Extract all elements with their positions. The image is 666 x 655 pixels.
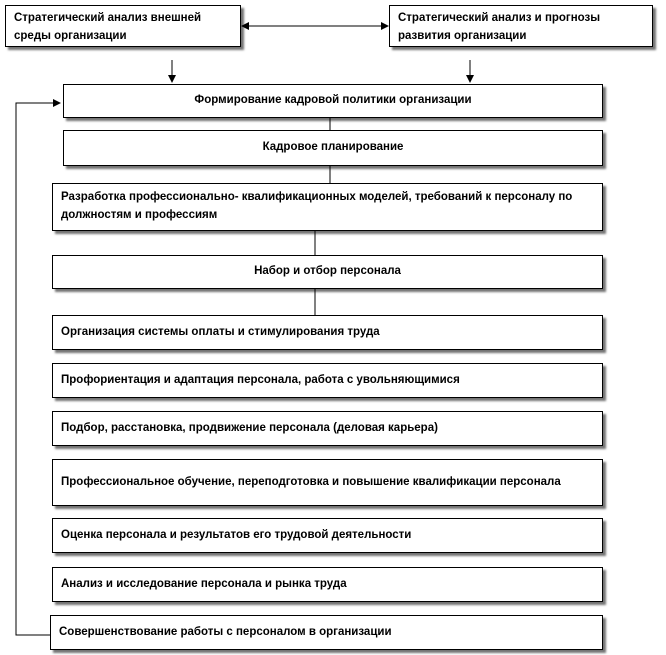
step-box-10 bbox=[52, 567, 603, 602]
step-text-2: Кадровое планирование bbox=[262, 141, 404, 154]
step-box-1 bbox=[63, 84, 603, 118]
top-left-box-text: Стратегический анализ внешней среды организации bbox=[14, 12, 202, 42]
step-text-11: Совершенствование работы с персоналом в организации bbox=[59, 625, 392, 638]
step-box-9 bbox=[52, 518, 603, 553]
step-box-7 bbox=[52, 411, 603, 446]
step-text-4: Набор и отбор персонала bbox=[254, 265, 401, 278]
step-box-5 bbox=[52, 315, 603, 350]
step-text-10: Анализ и исследование персонала и рынка труда bbox=[61, 577, 347, 590]
step-text-9: Оценка персонала и результатов его трудовой деятельности bbox=[61, 528, 412, 541]
step-box-4 bbox=[52, 255, 603, 289]
step-box-6 bbox=[52, 363, 603, 398]
top-right-box bbox=[389, 5, 653, 47]
step-text-8: Профессиональное обучение, переподготовка и повышение квалификации персонала bbox=[61, 475, 561, 488]
step-text-5: Организация системы оплаты и стимулирования труда bbox=[61, 325, 380, 338]
step-box-11 bbox=[50, 615, 603, 650]
top-right-box-text: Стратегический анализ и прогнозы развития организации bbox=[398, 12, 601, 42]
step-text-6: Профориентация и адаптация персонала, работа с увольняющимися bbox=[61, 373, 460, 386]
top-left-box bbox=[5, 5, 241, 47]
step-box-2 bbox=[63, 130, 603, 166]
step-box-8 bbox=[52, 459, 603, 506]
step-text-1: Формирование кадровой политики организации bbox=[194, 94, 472, 107]
step-text-7: Подбор, расстановка, продвижение персонала (деловая карьера) bbox=[61, 421, 438, 434]
step-box-3 bbox=[52, 183, 603, 231]
step-text-3: Разработка профессионально- квалификационных моделей, требований к персоналу по должностям и профессиям bbox=[61, 191, 573, 221]
